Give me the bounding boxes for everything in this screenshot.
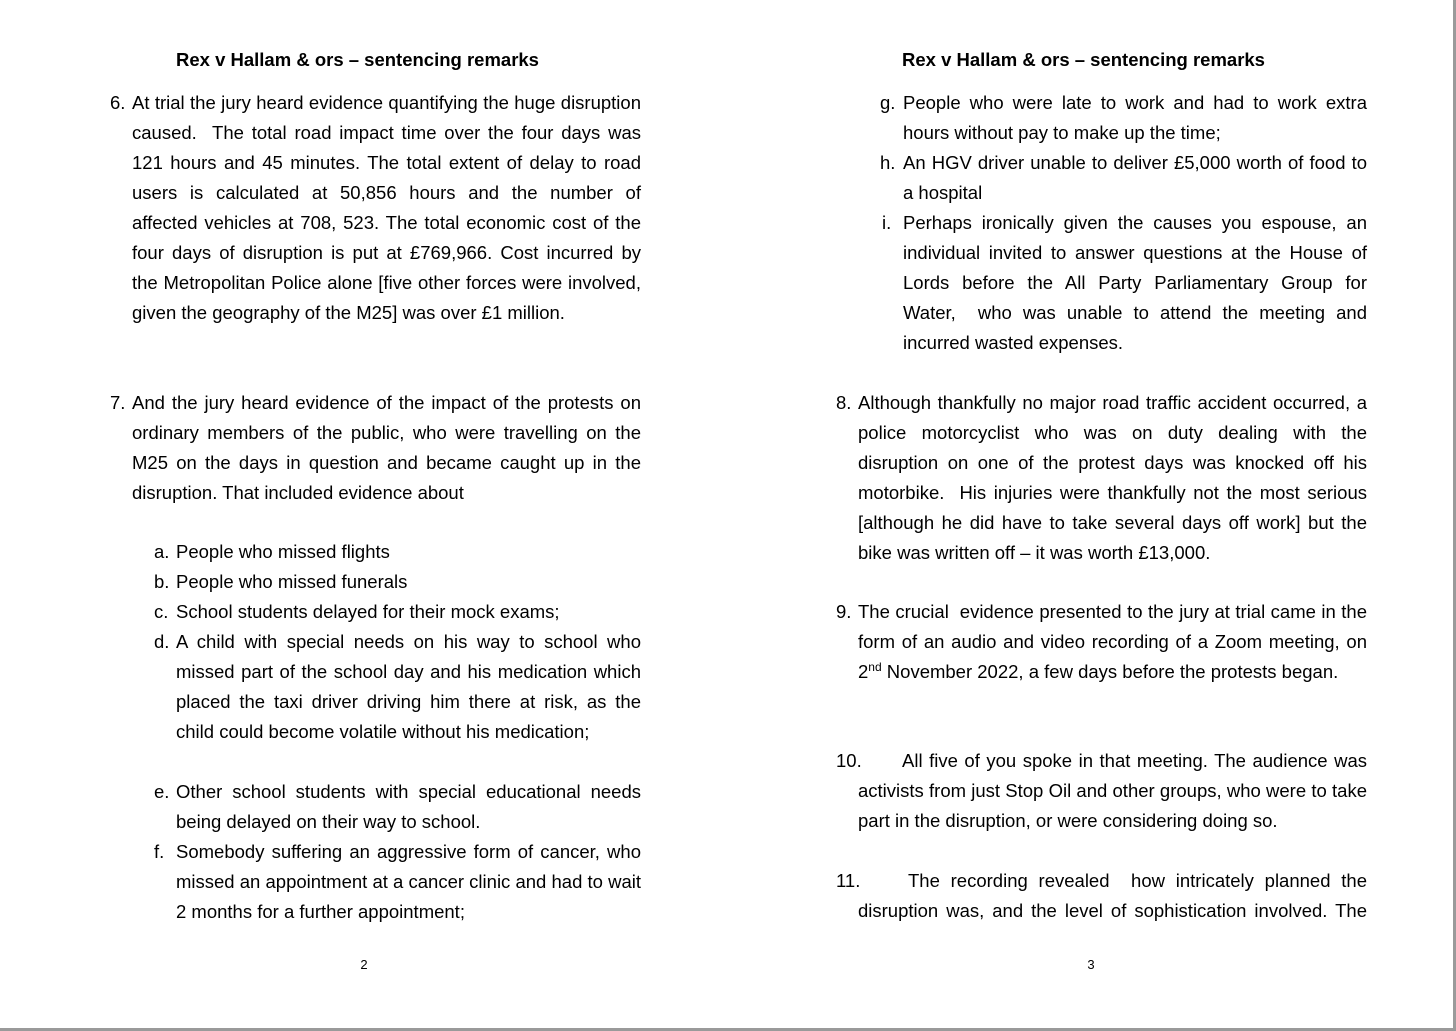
paragraph-10: [836, 746, 1367, 836]
paragraph-text: And the jury heard evidence of the impact of the protests on ordinary members of the public, who were travelling on the M25 on the days in question and became caught up in the disruption. That included evidence about: [132, 392, 641, 503]
list-item-text: Other school students with special educational needs being delayed on their way to school.: [176, 781, 641, 832]
paragraph-6: [110, 88, 641, 328]
list-item-text: People who were late to work and had to work extra hours without pay to make up the time;: [903, 92, 1367, 143]
paragraph-text-part: The crucial evidence presented to the jury at trial came in the form of an audio and video recording of a Zoom meeting, on 2: [858, 601, 1367, 682]
page-number: 2: [360, 957, 368, 972]
list-item-marker: d.: [154, 631, 170, 652]
paragraph-number: 7.: [110, 392, 126, 413]
list-item-marker: h.: [880, 152, 896, 173]
list-item-c: [154, 597, 641, 627]
page-header: Rex v Hallam & ors – sentencing remarks: [902, 49, 1265, 70]
list-item-d: [154, 627, 641, 747]
paragraph-number: 6.: [110, 92, 126, 113]
paragraph-text: Although thankfully no major road traffic accident occurred, a police motorcyclist who was on duty dealing with the disruption on one of the protest days was knocked off his motorbike. His injuries were thankfully not the most serious [although he did have to take several days off work] but the bike was written off – it was worth £13,000.: [858, 392, 1367, 563]
paragraph-text: All five of you spoke in that meeting. The audience was activists from just Stop Oil and other groups, who were to take part in the disruption, or were considering doing so.: [858, 750, 1367, 831]
list-item-marker: e.: [154, 781, 170, 802]
list-item-marker: a.: [154, 541, 170, 562]
list-item-g: [880, 88, 1367, 148]
list-item-b: [154, 567, 641, 597]
list-item-text: Perhaps ironically given the causes you espouse, an individual invited to answer questions at the House of Lords before the All Party Parliamentary Group for Water, who was unable to attend the meeting and incurred wasted expenses.: [903, 212, 1367, 353]
list-item-text: People who missed flights: [176, 541, 390, 562]
list-item-marker: c.: [154, 601, 169, 622]
paragraph-text: [858, 597, 1367, 687]
paragraph-text: At trial the jury heard evidence quantifying the huge disruption caused. The total road impact time over the four days was 121 hours and 45 minutes. The total extent of delay to road users is calculated at 50,856 hours and the number of affected vehicles at 708, 523. The total economic cost of the four days of disruption is put at £769,966. Cost incurred by the Metropolitan Police alone [five other forces were involved, given the geography of the M25] was over £1 million.: [132, 92, 641, 323]
page-3: [728, 0, 1456, 1031]
list-item-marker: i.: [882, 212, 892, 233]
list-item-marker: b.: [154, 571, 170, 592]
paragraph-number: 10.: [836, 750, 862, 771]
list-item-text: People who missed funerals: [176, 571, 408, 592]
list-item-marker: f.: [154, 841, 165, 862]
paragraph-text: The recording revealed how intricately planned the disruption was, and the level of sophistication involved. The: [858, 870, 1367, 921]
paragraph-number: 11.: [836, 870, 861, 891]
list-item-text: A child with special needs on his way to school who missed part of the school day and his medication which placed the taxi driver driving him there at risk, as the child could become volatile without his medication;: [176, 631, 641, 742]
paragraph-8: [836, 388, 1367, 568]
list-item-text: An HGV driver unable to deliver £5,000 worth of food to a hospital: [903, 152, 1367, 203]
paragraph-7: [110, 388, 641, 508]
list-item-e: [154, 777, 641, 837]
list-item-i: [880, 208, 1367, 358]
list-item-marker: g.: [880, 92, 896, 113]
page-header: Rex v Hallam & ors – sentencing remarks: [176, 49, 539, 70]
list-item-a: [154, 537, 641, 567]
page-number: 3: [1087, 957, 1095, 972]
ordinal-suffix: nd: [868, 659, 882, 674]
list-item-f: [154, 837, 641, 927]
list-item-text: School students delayed for their mock exams;: [176, 601, 560, 622]
paragraph-11: [836, 866, 1367, 926]
list-item-h: [880, 148, 1367, 208]
paragraph-text-part: November 2022, a few days before the protests began.: [881, 661, 1339, 682]
paragraph-9: [836, 597, 1367, 687]
paragraph-number: 8.: [836, 392, 852, 413]
list-item-text: Somebody suffering an aggressive form of cancer, who missed an appointment at a cancer clinic and had to wait 2 months for a further appointment;: [176, 841, 641, 922]
paragraph-number: 9.: [836, 601, 852, 622]
